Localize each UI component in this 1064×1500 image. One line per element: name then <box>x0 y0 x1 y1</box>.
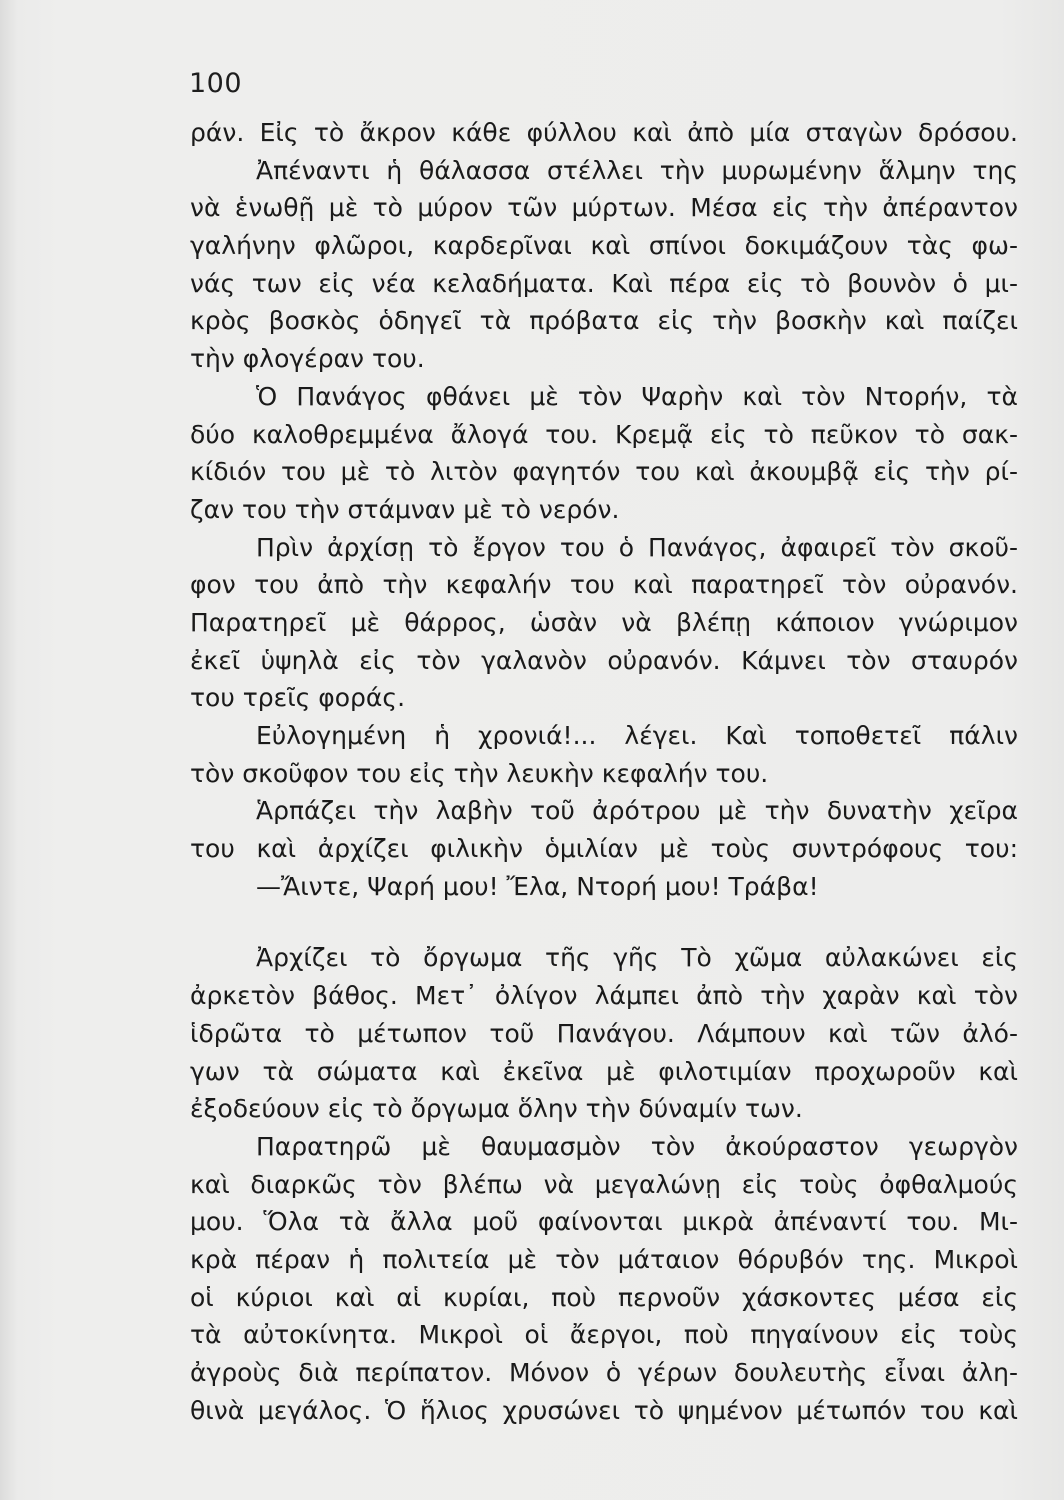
text-line: γων τὰ σώματα καὶ ἐκεῖνα μὲ φιλοτιμίαν προχωροῦν καὶ <box>190 1056 1018 1086</box>
text-line: του τρεῖς φοράς. <box>190 683 406 713</box>
text-line: νάς των εἰς νέα κελαδήματα. Καὶ πέρα εἰς τὸ βουνὸν ὁ μι- <box>190 268 1018 298</box>
text-line: μου. Ὅλα τὰ ἄλλα μοῦ φαίνονται μικρὰ ἀπέναντί του. Μι- <box>190 1207 1018 1237</box>
text-line: τὰ αὐτοκίνητα. Μικροὶ οἱ ἄεργοι, ποὺ πηγαίνουν εἰς τοὺς <box>190 1320 1018 1350</box>
dialogue-line: —Ἄιντε, Ψαρή μου! Ἔλα, Ντορή μου! Τράβα! <box>256 871 819 901</box>
text-line: θινὰ μεγάλος. Ὁ ἥλιος χρυσώνει τὸ ψημένον μέτωπόν του καὶ <box>190 1395 1018 1425</box>
text-line: ἐκεῖ ὑψηλὰ εἰς τὸν γαλανὸν οὐρανόν. Κάμνει τὸν σταυρόν <box>190 645 1018 675</box>
text-line: Εὐλογημένη ἡ χρονιά!... λέγει. Καὶ τοποθετεῖ πάλιν <box>256 721 1018 750</box>
text-line: Πρὶν ἀρχίσῃ τὸ ἔργον του ὁ Πανάγος, ἀφαιρεῖ τὸν σκοῦ- <box>256 532 1018 562</box>
text-line: τὸν σκοῦφον του εἰς τὴν λευκὴν κεφαλήν του. <box>190 758 769 788</box>
text-line: Ἀπέναντι ἡ θάλασσα στέλλει τὴν μυρωμένην ἅλμην της <box>256 155 1018 185</box>
text-line: οἱ κύριοι καὶ αἱ κυρίαι, ποὺ περνοῦν χάσκοντες μέσα εἰς <box>190 1282 1018 1312</box>
text-line: κρὰ πέραν ἡ πολιτεία μὲ τὸν μάταιον θόρυβόν της. Μικροὶ <box>190 1244 1018 1274</box>
text-line: Παρατηρεῖ μὲ θάρρος, ὡσὰν νὰ βλέπῃ κάποιον γνώριμον <box>190 607 1018 637</box>
text-line: ράν. Εἰς τὸ ἄκρον κάθε φύλλου καὶ ἀπὸ μία σταγὼν δρόσου. <box>190 118 1018 147</box>
page-number: 100 <box>189 68 243 99</box>
text-line: του καὶ ἀρχίζει φιλικὴν ὁμιλίαν μὲ τοὺς συντρόφους του: <box>190 834 1018 864</box>
text-line: ἀρκετὸν βάθος. Μετ᾽ ὀλίγον λάμπει ἀπὸ τὴν χαρὰν καὶ τὸν <box>190 981 1018 1011</box>
text-line: νὰ ἑνωθῇ μὲ τὸ μύρον τῶν μύρτων. Μέσα εἰς τὴν ἀπέραντον <box>190 193 1018 223</box>
text-line: κρὸς βοσκὸς ὁδηγεῖ τὰ πρόβατα εἰς τὴν βοσκὴν καὶ παίζει <box>190 306 1018 336</box>
text-line: φον του ἀπὸ τὴν κεφαλήν του καὶ παρατηρεῖ τὸν οὐρανόν. <box>190 570 1018 600</box>
text-line: τὴν φλογέραν του. <box>190 344 425 374</box>
body-text <box>190 114 1018 1429</box>
text-line: Ἀρχίζει τὸ ὄργωμα τῆς γῆς Τὸ χῶμα αὐλακώνει εἰς <box>256 943 1018 973</box>
text-line: ἐξοδεύουν εἰς τὸ ὄργωμα ὅλην τὴν δύναμίν των. <box>190 1094 803 1124</box>
text-line: Παρατηρῶ μὲ θαυμασμὸν τὸν ἀκούραστον γεωργὸν <box>256 1131 1018 1161</box>
text-line: ἀγροὺς διὰ περίπατον. Μόνον ὁ γέρων δουλευτὴς εἶναι ἀλη- <box>190 1358 1018 1387</box>
text-line: ζαν του τὴν στάμναν μὲ τὸ νερόν. <box>190 494 620 524</box>
text-line: κίδιόν του μὲ τὸ λιτὸν φαγητόν του καὶ ἀκουμβᾷ εἰς τὴν ρί- <box>190 457 1018 487</box>
text-line: δύο καλοθρεμμένα ἄλογά του. Κρεμᾷ εἰς τὸ πεῦκον τὸ σακ- <box>190 419 1018 449</box>
text-line: Ἁρπάζει τὴν λαβὴν τοῦ ἀρότρου μὲ τὴν δυνατὴν χεῖρα <box>256 796 1018 826</box>
text-line: καὶ διαρκῶς τὸν βλέπω νὰ μεγαλώνῃ εἰς τοὺς ὀφθαλμούς <box>190 1169 1018 1199</box>
text-line: γαλήνην φλῶροι, καρδερῖναι καὶ σπίνοι δοκιμάζουν τὰς φω- <box>190 231 1018 261</box>
text-line: Ὁ Πανάγος φθάνει μὲ τὸν Ψαρὴν καὶ τὸν Ντορήν, τὰ <box>256 381 1018 411</box>
text-line: ἱδρῶτα τὸ μέτωπον τοῦ Πανάγου. Λάμπουν καὶ τῶν ἀλό- <box>190 1018 1018 1048</box>
